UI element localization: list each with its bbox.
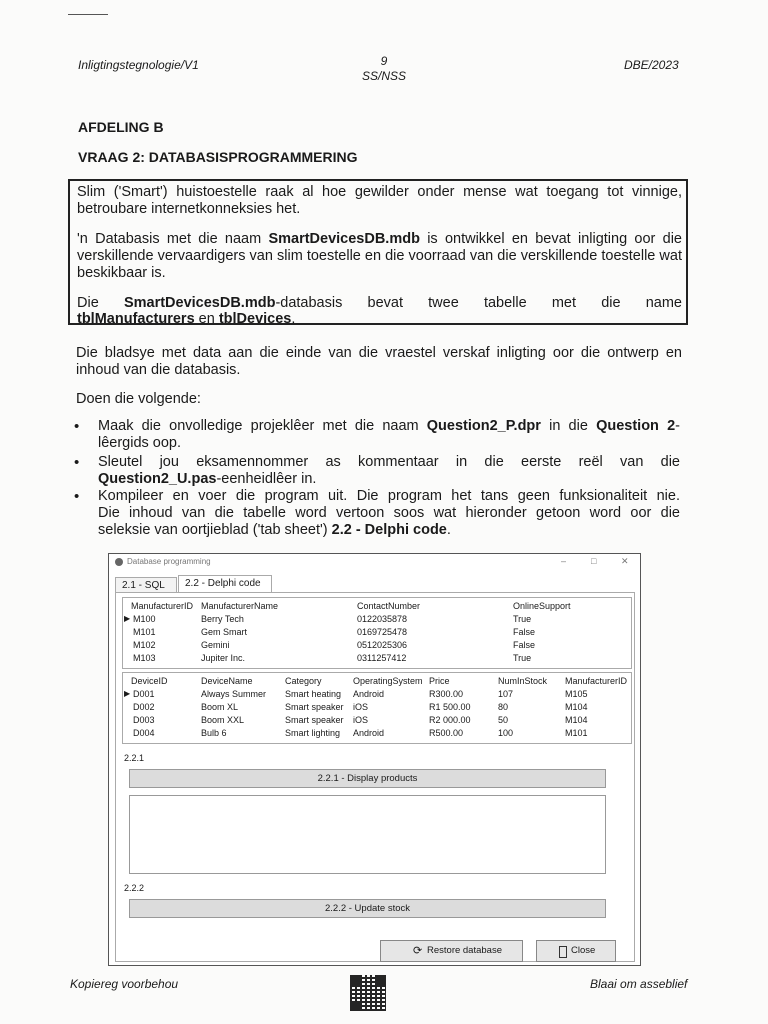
p2-pre: 'n Databasis met die naam bbox=[77, 231, 269, 247]
table-cell[interactable]: Jupiter Inc. bbox=[201, 653, 246, 663]
b2-post: -eenheidlêer in. bbox=[216, 471, 317, 487]
scan-mark bbox=[68, 14, 108, 15]
close-label: Close bbox=[571, 945, 596, 956]
maximize-icon[interactable]: □ bbox=[591, 556, 597, 566]
b3-line-1: • Kompileer en voer die program uit. Die program het tans geen funksionaliteit nie. bbox=[98, 488, 680, 504]
footer-copyright: Kopiereg voorbehou bbox=[70, 977, 179, 991]
minimize-icon[interactable]: – bbox=[561, 556, 567, 566]
table-cell[interactable]: Gem Smart bbox=[201, 627, 248, 637]
table-cell[interactable]: M104 bbox=[565, 715, 588, 725]
app-window bbox=[108, 553, 641, 966]
instruction-item bbox=[98, 488, 680, 539]
header-dbe: DBE/2023 bbox=[624, 58, 679, 72]
table-cell[interactable]: Smart heating bbox=[285, 689, 342, 699]
project-file: Question2_P.dpr bbox=[426, 418, 541, 434]
door-icon bbox=[559, 946, 567, 958]
folder-name: Question 2 bbox=[596, 418, 676, 434]
data-pages-paragraph: Die bladsye met data aan die einde van die vraestel verskaf inligting oor die ontwerp en inhoud van die databasis. bbox=[76, 345, 682, 378]
table-cell[interactable]: R300.00 bbox=[429, 689, 464, 699]
close-icon[interactable]: ✕ bbox=[621, 556, 629, 566]
restore-database-button[interactable] bbox=[380, 940, 523, 962]
table-cell[interactable]: iOS bbox=[353, 715, 369, 725]
tab-sheet-name: 2.2 - Delphi code bbox=[331, 522, 447, 538]
instruction-item bbox=[98, 418, 680, 452]
col-header[interactable]: NumInStock bbox=[498, 676, 548, 686]
col-header[interactable]: DeviceID bbox=[131, 676, 168, 686]
intro-paragraph-3-line-2 bbox=[77, 311, 295, 328]
col-header[interactable]: ContactNumber bbox=[357, 601, 421, 611]
table-cell[interactable]: Boom XXL bbox=[201, 715, 245, 725]
table-cell[interactable]: 0122035878 bbox=[357, 614, 408, 624]
table-cell[interactable]: D001 bbox=[133, 689, 155, 699]
db-name: SmartDevicesDB.mdb bbox=[268, 231, 420, 247]
qr-code bbox=[350, 975, 386, 1011]
b3-line-3: seleksie van oortjieblad ('tab sheet') bbox=[98, 522, 332, 538]
group-label-222: 2.2.2 bbox=[124, 883, 145, 893]
table-cell[interactable]: Bulb 6 bbox=[201, 728, 227, 738]
group-label-221: 2.2.1 bbox=[124, 753, 145, 763]
window-titlebar bbox=[109, 554, 640, 570]
table-cell[interactable]: 0169725478 bbox=[357, 627, 408, 637]
table-cell[interactable]: M101 bbox=[565, 728, 588, 738]
footer-please-turn: Blaai om asseblief bbox=[590, 977, 688, 991]
question-heading: VRAAG 2: DATABASISPROGRAMMERING bbox=[78, 149, 358, 165]
header-ss-nss: SS/NSS bbox=[361, 69, 406, 83]
restore-label: Restore database bbox=[427, 945, 502, 956]
p3-and: en bbox=[194, 311, 219, 327]
tab-sql[interactable]: 2.1 - SQL bbox=[115, 577, 177, 593]
b3-end: . bbox=[446, 522, 451, 538]
app-icon bbox=[115, 558, 123, 566]
table-cell[interactable]: Gemini bbox=[201, 640, 230, 650]
table-cell[interactable]: 0311257412 bbox=[357, 653, 407, 663]
row-pointer-icon: ▶ bbox=[124, 614, 131, 623]
table-cell[interactable]: 50 bbox=[498, 715, 509, 725]
col-header[interactable]: OnlineSupport bbox=[513, 601, 571, 611]
header-subject: Inligtingstegnologie/V1 bbox=[78, 58, 199, 72]
table-cell[interactable]: 80 bbox=[498, 702, 509, 712]
table-cell[interactable]: M100 bbox=[133, 614, 156, 624]
col-header[interactable]: Category bbox=[285, 676, 322, 686]
table-cell[interactable]: 107 bbox=[498, 689, 514, 699]
intro-box bbox=[68, 179, 688, 325]
table-cell[interactable]: M105 bbox=[565, 689, 588, 699]
table-cell[interactable]: M103 bbox=[133, 653, 156, 663]
row-pointer-icon: ▶ bbox=[124, 689, 131, 698]
display-products-button[interactable]: 2.2.1 - Display products bbox=[129, 769, 606, 788]
table-cell[interactable]: R2 000.00 bbox=[429, 715, 471, 725]
table-cell[interactable]: Android bbox=[353, 728, 385, 738]
update-stock-button[interactable]: 2.2.2 - Update stock bbox=[129, 899, 606, 918]
table-cell[interactable]: D002 bbox=[133, 702, 155, 712]
table-cell[interactable]: M101 bbox=[133, 627, 156, 637]
close-button[interactable] bbox=[536, 940, 616, 962]
refresh-icon: ⟳ bbox=[413, 945, 423, 957]
table-cell[interactable]: iOS bbox=[353, 702, 369, 712]
table-cell[interactable]: True bbox=[513, 614, 532, 624]
table-name-2: tblDevices bbox=[218, 311, 292, 327]
p2-post: is ontwikkel en bevat inligting oor die verskillende vervaardigers van slim toestelle en die voorraad van die verskillende toestelle wat beskikbaar is. bbox=[77, 231, 682, 281]
header-page-number: 9 bbox=[380, 54, 388, 68]
output-memo[interactable] bbox=[129, 795, 606, 874]
col-header[interactable]: ManufacturerName bbox=[201, 601, 279, 611]
b2-line-1: • Sleutel jou eksamennommer as kommentaar in die eerste reël van die bbox=[98, 454, 680, 470]
table-cell[interactable]: Berry Tech bbox=[201, 614, 244, 624]
tab-pane bbox=[115, 592, 635, 962]
tab-delphi-code[interactable]: 2.2 - Delphi code bbox=[178, 575, 272, 593]
col-header[interactable]: OperatingSystem bbox=[353, 676, 423, 686]
col-header[interactable]: ManufacturerID bbox=[131, 601, 194, 611]
p3-db-name: SmartDevicesDB.mdb bbox=[123, 295, 276, 311]
devices-grid[interactable] bbox=[122, 672, 632, 744]
table-cell[interactable]: Smart speaker bbox=[285, 702, 344, 712]
window-title: Database programming bbox=[127, 557, 211, 566]
table-cell[interactable]: 0512025306 bbox=[357, 640, 408, 650]
b3-line-2: Die inhoud van die tabelle word vertoon soos wat hieronder getoon word oor die bbox=[98, 505, 680, 521]
intro-paragraph-3-line-1 bbox=[77, 295, 682, 312]
table-cell[interactable]: 100 bbox=[498, 728, 514, 738]
table-name-1: tblManufacturers bbox=[77, 311, 195, 327]
manufacturers-grid[interactable] bbox=[122, 597, 632, 669]
instruction-item bbox=[98, 454, 680, 488]
table-cell[interactable]: Smart lighting bbox=[285, 728, 341, 738]
instruction-list bbox=[98, 418, 680, 539]
p3-end: . bbox=[291, 311, 296, 327]
table-cell[interactable]: D003 bbox=[133, 715, 155, 725]
b1-post: -lêergids oop. bbox=[98, 418, 680, 451]
table-cell[interactable]: Android bbox=[353, 689, 385, 699]
p3-pre: Die bbox=[77, 295, 124, 311]
col-header[interactable]: DeviceName bbox=[201, 676, 253, 686]
table-cell[interactable]: True bbox=[513, 653, 532, 663]
col-header[interactable]: ManufacturerID bbox=[565, 676, 628, 686]
section-heading: AFDELING B bbox=[78, 119, 164, 135]
table-cell[interactable]: Smart speaker bbox=[285, 715, 344, 725]
table-cell[interactable]: M104 bbox=[565, 702, 588, 712]
table-cell[interactable]: R1 500.00 bbox=[429, 702, 471, 712]
instructions-intro: Doen die volgende: bbox=[76, 391, 201, 407]
table-cell[interactable]: D004 bbox=[133, 728, 155, 738]
unit-file: Question2_U.pas bbox=[98, 471, 217, 487]
table-cell[interactable]: R500.00 bbox=[429, 728, 464, 738]
intro-paragraph-2 bbox=[77, 231, 682, 282]
table-cell[interactable]: M102 bbox=[133, 640, 156, 650]
table-cell[interactable]: Boom XL bbox=[201, 702, 239, 712]
col-header[interactable]: Price bbox=[429, 676, 450, 686]
b1-pre: Maak die onvolledige projeklêer met die naam bbox=[98, 418, 427, 434]
table-cell[interactable]: False bbox=[513, 627, 536, 637]
table-cell[interactable]: False bbox=[513, 640, 536, 650]
b1-mid: in die bbox=[540, 418, 597, 434]
table-cell[interactable]: Always Summer bbox=[201, 689, 267, 699]
intro-paragraph-1: Slim ('Smart') huistoestelle raak al hoe gewilder onder mense wat toegang tot vinnige, betroubare internetkonneksies het. bbox=[77, 184, 682, 217]
p3-post: -databasis bevat twee tabelle met die name bbox=[275, 295, 682, 311]
